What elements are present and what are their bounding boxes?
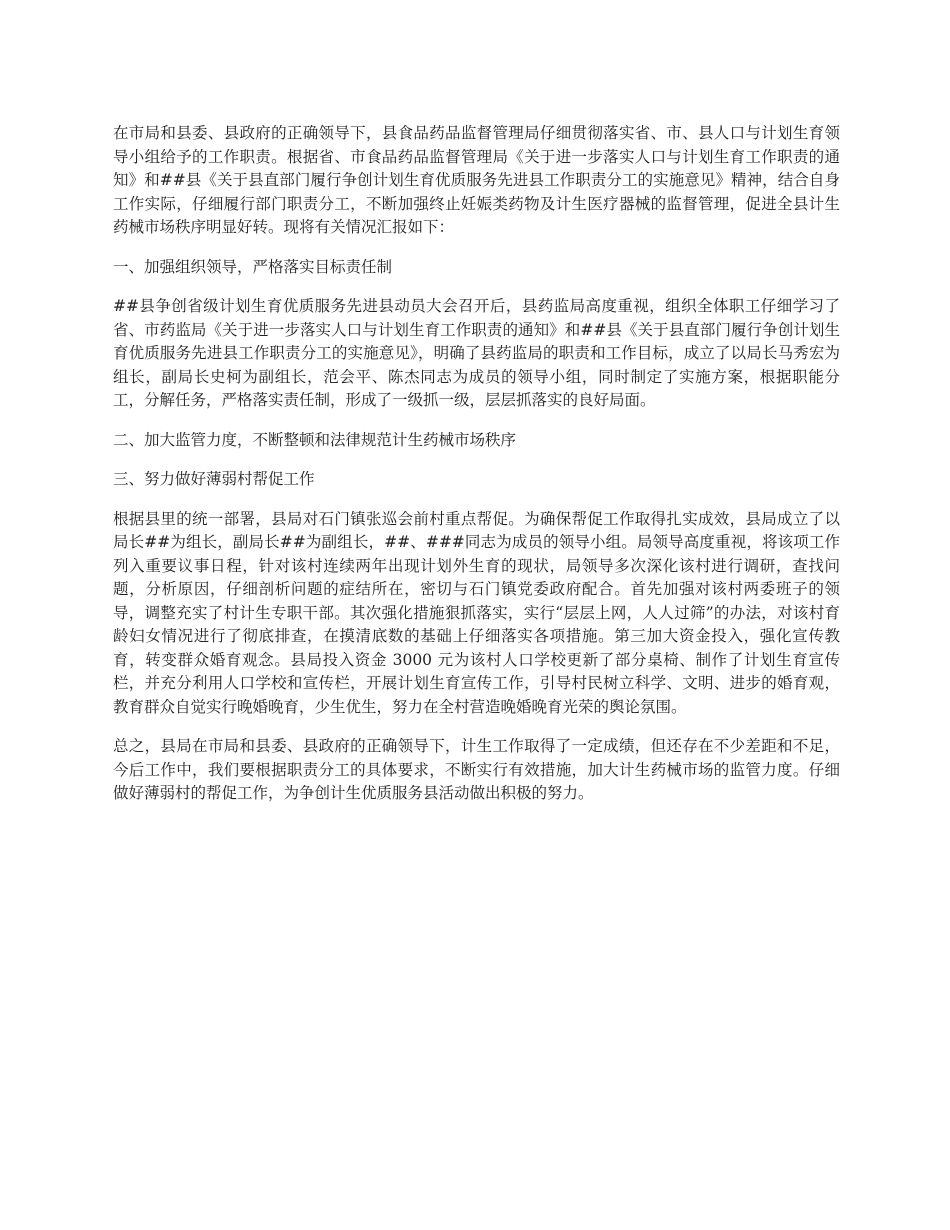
intro-paragraph: 在市局和县委、县政府的正确领导下，县食品药品监督管理局仔细贯彻落实省、市、县人口与计划生育领导小组给予的工作职责。根据省、市食品药品监督管理局《关于进一步落实人口与计划生育工作职责的通知》和##县《关于县直部门履行争创计划生育优质服务先进县工作职责分工的实施意见》精神，结合自身工作实际，仔细履行部门职责分工，不断加强终止妊娠类药物及计生医疗器械的监督管理，促进全县计生药械市场秩序明显好转。现将有关情况汇报如下： xyxy=(113,124,840,236)
conclusion-paragraph: 总之，县局在市局和县委、县政府的正确领导下，计生工作取得了一定成绩，但还存在不少差距和不足，今后工作中，我们要根据职责分工的具体要求，不断实行有效措施，加大计生药械市场的监管力度。仔细做好薄弱村的帮促工作，为争创计生优质服务县活动做出积极的努力。 xyxy=(113,737,840,802)
section-heading-3: 三、努力做好薄弱村帮促工作 xyxy=(113,470,315,488)
section-1-paragraph: ##县争创省级计划生育优质服务先进县动员大会召开后，县药监局高度重视，组织全体职工仔细学习了省、市药监局《关于进一步落实人口与计划生育工作职责的通知》和##县《关于县直部门履行争创计划生育优质服务先进县工作职责分工的实施意见》，明确了县药监局的职责和工作目标，成立了以局长马秀宏为组长，副局长史柯为副组长，范会平、陈杰同志为成员的领导小组，同时制定了实施方案，根据职能分工，分解任务，严格落实责任制，形成了一级抓一级，层层抓落实的良好局面。 xyxy=(113,297,840,409)
section-heading-2: 二、加大监管力度，不断整顿和法律规范计生药械市场秩序 xyxy=(113,430,517,449)
document-body xyxy=(113,122,840,822)
section-heading-1: 一、加强组织领导，严格落实目标责任制 xyxy=(113,257,393,276)
section-3-paragraph: 根据县里的统一部署，县局对石门镇张巡会前村重点帮促。为确保帮促工作取得扎实成效，县局成立了以局长##为组长，副局长##为副组长，##、###同志为成员的领导小组。局领导高度重视，将该项工作列入重要议事日程，针对该村连续两年出现计划外生育的现状，局领导多次深化该村进行调研，查找问题，分析原因，仔细剖析问题的症结所在，密切与石门镇党委政府配合。首先加强对该村两委班子的领导，调整充实了村计生专职干部。其次强化措施狠抓落实，实行“层层上网，人人过筛”的办法，对该村育龄妇女情况进行了彻底排查，在摸清底数的基础上仔细落实各项措施。第三加大资金投入，强化宣传教育，转变群众婚育观念。县局投入资金 3000 元为该村人口学校更新了部分桌椅、制作了计划生育宣传栏，并充分利用人口学校和宣传栏，开展计划生育宣传工作，引导村民树立科学、文明、进步的婚育观，教育群众自觉实行晚婚晚育，少生优生，努力在全村营造晚婚晚育光荣的舆论氛围。 xyxy=(113,509,840,716)
